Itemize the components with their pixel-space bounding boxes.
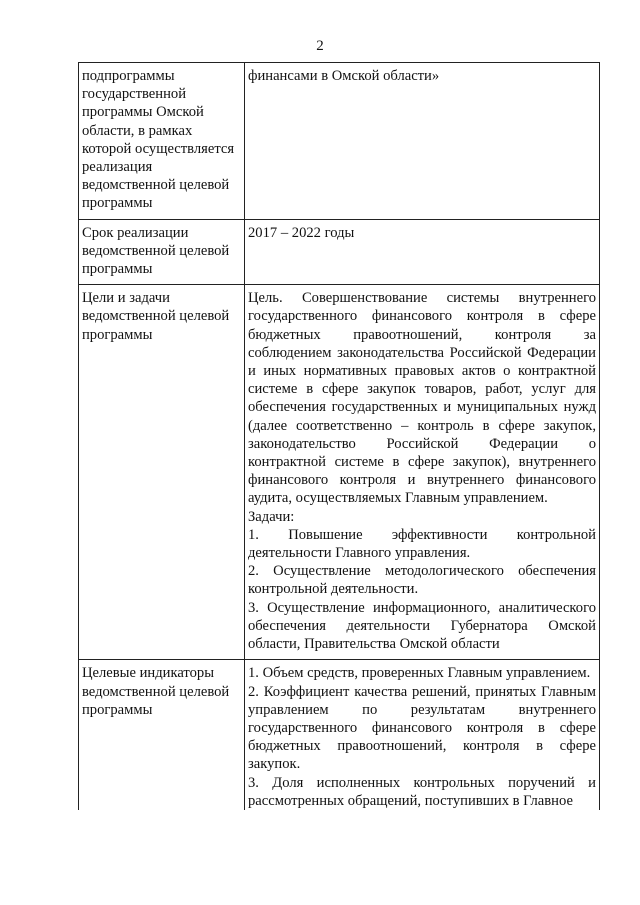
- row-content-goals: [245, 285, 600, 660]
- program-passport-table: [78, 62, 600, 810]
- row-content-indicators: [245, 660, 600, 810]
- row-content-subprogram: [245, 63, 600, 220]
- tasks-heading: Задачи:: [248, 508, 295, 525]
- row-label-subprogram: подпрограммы государственной программы Омской области, в рамках которой осуществляется реализация ведомственной целевой программы: [79, 63, 245, 220]
- task-item: 2. Осуществление методологического обеспечения контрольной деятельности.: [248, 563, 596, 598]
- row-content-period: [245, 219, 600, 285]
- table-row: [79, 219, 600, 285]
- content-paragraph: финансами в Омской области»: [248, 68, 440, 84]
- task-item: 3. Осуществление информационного, аналитического обеспечения деятельности Губернатора Омской области, Правительства Омской области: [248, 599, 596, 653]
- goal-paragraph: Цель. Совершенствование системы внутреннего государственного финансового контроля в сфере бюджетных правоотношений, контроля за соблюдением законодательства Российской Федерации и иных нормативных правовых актов о контрактной системе в сфере закупок товаров, работ, услуг для обеспечения государственных и муниципальных нужд (далее соответственно – контроль в сфере закупок, законодательство Российской Федерации о контрактной системе в сфере закупок), внутреннего финансового контроля и внутреннего финансового аудита, осуществляемых Главным управлением.: [248, 290, 596, 507]
- indicator-item: 3. Доля исполненных контрольных поручений и рассмотренных обращений, поступивших в Главное: [248, 774, 596, 809]
- table-row: [79, 63, 600, 220]
- row-label-goals: Цели и задачи ведомственной целевой программы: [79, 285, 245, 660]
- content-paragraph: 2017 – 2022 годы: [248, 224, 355, 241]
- page-number: 2: [316, 38, 324, 54]
- row-label-indicators: Целевые индикаторы ведомственной целевой программы: [79, 660, 245, 810]
- indicator-item: 2. Коэффициент качества решений, принятых Главным управлением по результатам внутреннего государственного финансового контроля в сфере бюджетных правоотношений, контроля в сфере закупок.: [248, 683, 596, 773]
- task-item: 1. Повышение эффективности контрольной деятельности Главного управления.: [248, 526, 596, 562]
- indicator-item: 1. Объем средств, проверенных Главным управлением.: [248, 665, 591, 682]
- table-row: [79, 285, 600, 660]
- table-row: [79, 660, 600, 810]
- row-label-period: Срок реализации ведомственной целевой программы: [79, 219, 245, 285]
